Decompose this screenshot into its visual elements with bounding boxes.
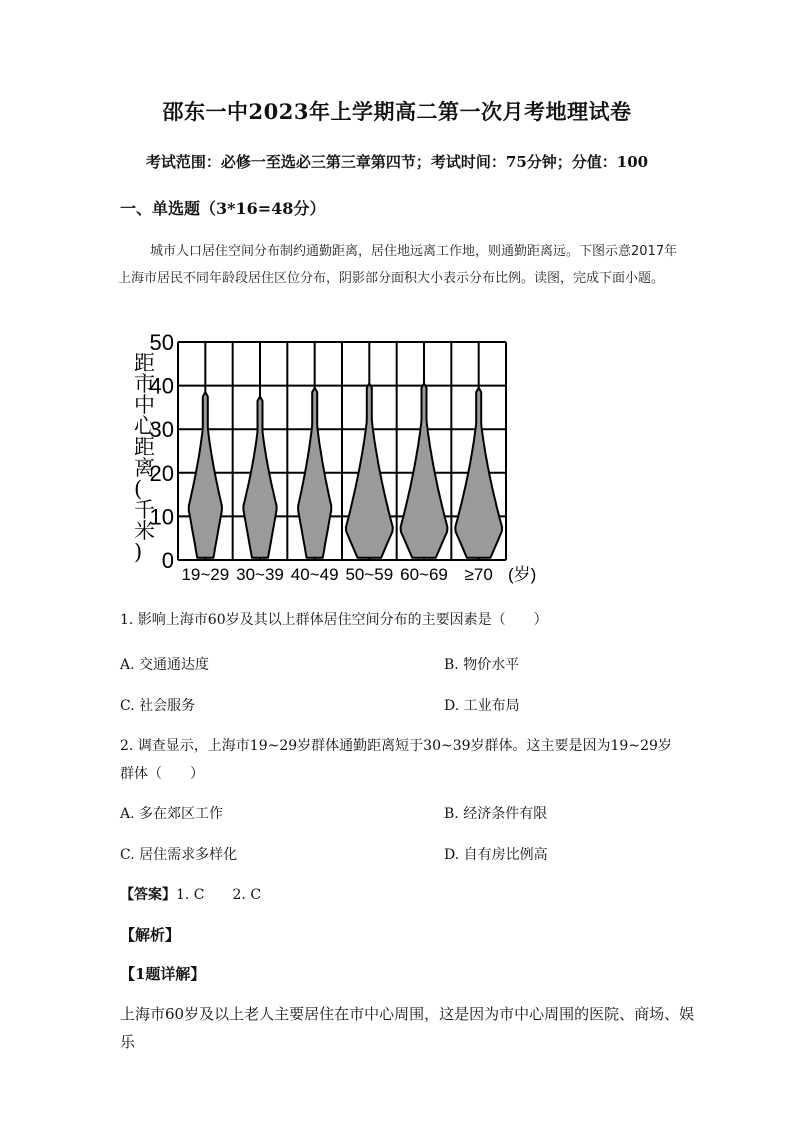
x-tick-label: 30~39 xyxy=(236,565,284,584)
y-tick-label: 10 xyxy=(149,504,174,530)
exam-title: 邵东一中2023年上学期高二第一次月考地理试卷 xyxy=(162,99,632,124)
question-2-text: 2. 调查显示，上海市19~29岁群体通勤距离短于30~39岁群体。这主要是因为19~29岁群体（ ） xyxy=(120,738,672,782)
answer-tag: 【答案】 xyxy=(120,887,176,903)
x-tick-label: 50~59 xyxy=(345,565,394,584)
question-2-option-a[interactable]: A. 多在郊区工作 xyxy=(120,806,224,822)
x-tick-label: 19~29 xyxy=(181,565,230,584)
answer-line xyxy=(120,884,261,904)
violin-2 xyxy=(243,397,276,558)
question-1-option-d[interactable]: D. 工业布局 xyxy=(444,698,520,714)
question-2-option-b[interactable]: B. 经济条件有限 xyxy=(444,806,548,822)
question-2-option-c[interactable]: C. 居住需求多样化 xyxy=(120,847,238,863)
section-heading: 一、单选题（3*16=48分） xyxy=(120,199,326,218)
y-tick-label: 20 xyxy=(149,460,174,486)
question-1-option-b[interactable]: B. 物价水平 xyxy=(444,657,520,673)
exam-info: 考试范围：必修一至选必三第三章第四节；考试时间：75分钟；分值：100 xyxy=(145,153,649,171)
intro-paragraph: 城市人口居住空间分布制约通勤距离，居住地远离工作地，则通勤距离远。下图示意2017年上海市居民不同年龄段居住区位分布，阴影部分面积大小表示分布比例。读图，完成下面小题。 xyxy=(118,244,678,286)
y-tick-label: 0 xyxy=(161,548,174,573)
y-tick-label: 30 xyxy=(149,417,174,443)
chart-svg xyxy=(118,330,558,592)
y-tick-label: 40 xyxy=(149,373,174,399)
explanation-text: 上海市60岁及以上老人主要居住在市中心周围，这是因为市中心周围的医院、商场、娱乐 xyxy=(120,1005,695,1051)
question-2-option-d[interactable]: D. 自有房比例高 xyxy=(444,847,548,863)
x-tick-label: 60~69 xyxy=(400,565,448,584)
analysis-heading: 【解析】 xyxy=(120,926,181,944)
question-1-option-c[interactable]: C. 社会服务 xyxy=(120,698,196,714)
violin-1 xyxy=(189,392,222,558)
x-unit-label: (岁) xyxy=(508,565,537,584)
violin-4 xyxy=(346,383,393,557)
violin-5 xyxy=(401,383,448,557)
x-tick-label: 40~49 xyxy=(290,565,339,584)
y-tick-label: 50 xyxy=(149,330,174,355)
question-1-text: 1. 影响上海市60岁及其以上群体居住空间分布的主要因素是（ ） xyxy=(120,612,548,628)
answer-text: 1. C 2. C xyxy=(176,887,262,903)
question-1-option-a[interactable]: A. 交通通达度 xyxy=(120,657,210,673)
detail-heading: 【1题详解】 xyxy=(120,965,206,983)
y-axis-label: 距市中心距离(千米) xyxy=(134,351,155,564)
x-tick-label: ≥70 xyxy=(464,565,493,584)
violin-chart xyxy=(118,330,558,592)
